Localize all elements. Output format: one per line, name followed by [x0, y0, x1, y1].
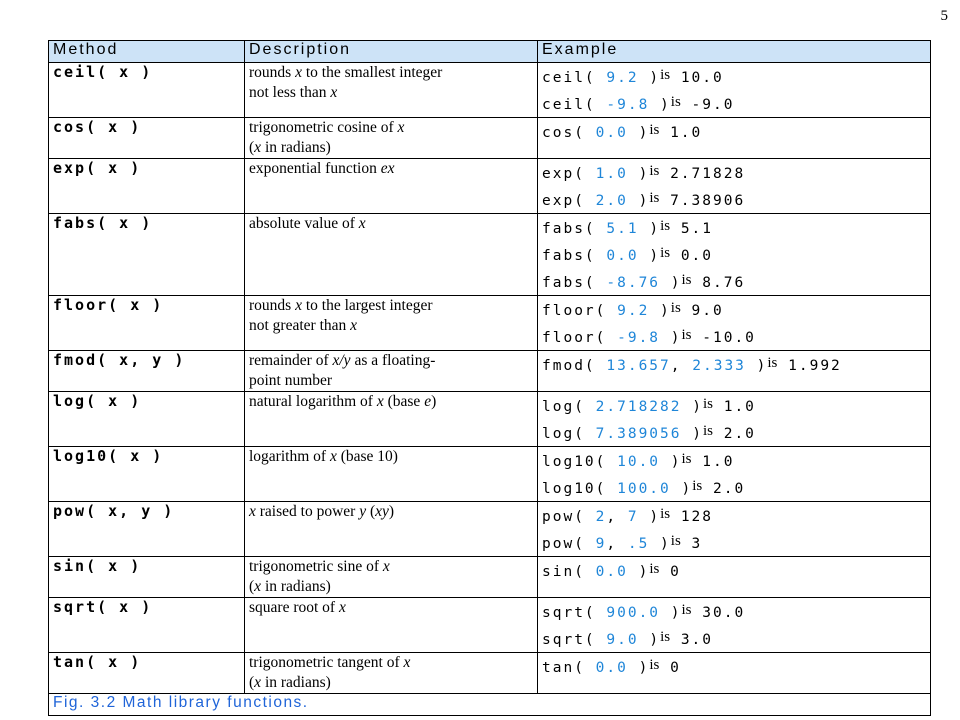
- example-result: 1.0: [670, 125, 703, 141]
- example-call: fabs(: [542, 275, 607, 291]
- description-line: [249, 118, 533, 138]
- example-cell: [538, 214, 931, 296]
- table-row: [49, 653, 931, 694]
- description-variable: x: [382, 558, 390, 575]
- example-result: 1.992: [788, 358, 842, 374]
- example-cell: [538, 557, 931, 598]
- description-cell: [245, 502, 538, 557]
- description-variable: x: [249, 503, 256, 520]
- example-line: [542, 186, 926, 213]
- example-call: sqrt(: [542, 605, 607, 621]
- description-cell: [245, 351, 538, 392]
- description-text: trigonometric cosine of: [249, 119, 398, 136]
- example-line: [542, 502, 926, 529]
- description-text: to the smallest integer: [301, 64, 443, 81]
- method-cell: tan( x ): [49, 653, 245, 694]
- table-row: [49, 598, 931, 653]
- example-cell: [538, 296, 931, 351]
- example-argument: 9.0: [606, 632, 639, 648]
- example-call: log10(: [542, 454, 618, 470]
- description-line: [249, 673, 533, 693]
- example-line: [542, 474, 926, 501]
- example-call: sin(: [542, 564, 596, 580]
- table-row: [49, 557, 931, 598]
- example-is: is: [649, 122, 660, 138]
- example-result: 0.0: [680, 248, 714, 264]
- example-is: is: [649, 657, 660, 673]
- example-result: 0: [670, 660, 681, 676]
- description-text: in radians): [261, 674, 331, 691]
- example-call: log(: [542, 399, 596, 415]
- example-call: pow(: [542, 536, 596, 552]
- description-cell: [245, 392, 538, 447]
- description-text: exponential function: [249, 160, 381, 177]
- example-line: [542, 529, 926, 556]
- example-separator: ,: [606, 509, 628, 525]
- description-line: [249, 214, 533, 234]
- table-row: [49, 63, 931, 118]
- description-line: [249, 351, 533, 371]
- example-is: is: [670, 533, 681, 549]
- description-cell: [245, 296, 538, 351]
- example-call-close: ): [627, 125, 650, 141]
- description-line: [249, 447, 533, 467]
- example-line: [542, 598, 926, 625]
- math-functions-table: [48, 40, 931, 716]
- example-result: 2.0: [723, 426, 756, 442]
- header-method: Method: [49, 41, 245, 63]
- example-result: 5.1: [680, 221, 714, 237]
- example-result: 7.38906: [670, 193, 746, 209]
- example-result: 10.0: [680, 70, 724, 86]
- table-row: [49, 159, 931, 214]
- example-call: sqrt(: [542, 632, 607, 648]
- example-argument: 0.0: [595, 125, 628, 141]
- example-call: log(: [542, 426, 596, 442]
- example-cell: [538, 351, 931, 392]
- description-text: absolute value of: [249, 215, 359, 232]
- description-text: (base: [383, 393, 425, 410]
- example-call-close: ): [681, 426, 703, 442]
- description-cell: [245, 653, 538, 694]
- example-is: is: [660, 218, 671, 234]
- example-result: 1.0: [723, 399, 756, 415]
- table-row: [49, 502, 931, 557]
- example-call: cos(: [542, 125, 596, 141]
- example-call-close: ): [649, 97, 671, 113]
- example-call-close: ): [660, 605, 682, 621]
- example-argument: 2.0: [595, 193, 628, 209]
- description-line: [249, 577, 533, 597]
- method-cell: pow( x, y ): [49, 502, 245, 557]
- method-cell: exp( x ): [49, 159, 245, 214]
- method-cell: floor( x ): [49, 296, 245, 351]
- description-text: (: [249, 578, 255, 595]
- example-line: [542, 268, 926, 295]
- description-cell: [245, 63, 538, 118]
- description-variable: x: [295, 297, 302, 314]
- description-variable: x: [254, 674, 262, 691]
- table-body: [49, 63, 931, 694]
- example-call-close: ): [660, 275, 682, 291]
- example-argument: 7.389056: [595, 426, 682, 442]
- example-call-close: ): [745, 358, 768, 374]
- description-text: rounds: [249, 297, 296, 314]
- example-is: is: [681, 451, 692, 467]
- example-is: is: [660, 629, 671, 645]
- example-argument: 900.0: [606, 605, 661, 621]
- example-is: is: [649, 561, 660, 577]
- example-result: 8.76: [702, 275, 746, 291]
- example-cell: [538, 447, 931, 502]
- example-is: is: [702, 423, 713, 439]
- description-variable: x/y: [332, 352, 351, 369]
- example-call-close: ): [638, 632, 661, 648]
- example-call-close: ): [627, 166, 650, 182]
- header-row: [49, 41, 931, 63]
- description-text: (: [249, 674, 255, 691]
- example-is: is: [670, 300, 681, 316]
- example-call-close: ): [627, 660, 650, 676]
- example-line: [542, 653, 926, 680]
- example-call-close: ): [638, 509, 661, 525]
- description-variable: x: [376, 393, 384, 410]
- method-cell: fabs( x ): [49, 214, 245, 296]
- example-call-close: ): [660, 330, 682, 346]
- example-result: -10.0: [702, 330, 756, 346]
- description-text: not less than: [249, 84, 331, 101]
- example-line: [542, 625, 926, 652]
- description-text: ): [388, 503, 395, 520]
- example-result: 2.71828: [670, 166, 746, 182]
- example-result: 30.0: [702, 605, 746, 621]
- example-call: exp(: [542, 193, 596, 209]
- example-argument: 2.718282: [595, 399, 682, 415]
- example-argument: -9.8: [617, 330, 661, 346]
- table-row: [49, 351, 931, 392]
- example-call: floor(: [542, 303, 618, 319]
- example-result: 3: [691, 536, 703, 552]
- method-cell: sqrt( x ): [49, 598, 245, 653]
- table-row: [49, 118, 931, 159]
- example-is: is: [681, 327, 692, 343]
- example-cell: [538, 63, 931, 118]
- example-line: [542, 90, 926, 117]
- method-cell: ceil( x ): [49, 63, 245, 118]
- example-call: fabs(: [542, 221, 607, 237]
- description-text: in radians): [261, 139, 331, 156]
- description-text: rounds: [249, 64, 296, 81]
- example-cell: [538, 598, 931, 653]
- description-text: natural logarithm of: [249, 393, 377, 410]
- example-line: [542, 419, 926, 446]
- description-text: trigonometric sine of: [249, 558, 383, 575]
- figure-caption: Fig. 3.2 Math library functions.: [49, 694, 931, 716]
- example-line: [542, 241, 926, 268]
- example-call: fabs(: [542, 248, 607, 264]
- description-line: [249, 316, 533, 336]
- description-cell: [245, 557, 538, 598]
- description-variable: xy: [375, 503, 389, 520]
- description-line: [249, 296, 533, 316]
- example-line: [542, 159, 926, 186]
- description-variable: ex: [380, 160, 395, 177]
- example-argument: 7: [627, 509, 639, 525]
- description-text: not greater than: [249, 317, 351, 334]
- description-text: (base 10): [336, 448, 398, 465]
- description-text: square root of: [249, 599, 339, 616]
- example-call-close: ): [638, 70, 661, 86]
- example-argument: 0.0: [595, 660, 628, 676]
- description-cell: [245, 598, 538, 653]
- example-argument: 9.2: [606, 70, 639, 86]
- example-argument: 13.657: [606, 358, 671, 374]
- header-example: Example: [538, 41, 931, 63]
- example-separator: ,: [670, 358, 693, 374]
- example-result: 0: [670, 564, 681, 580]
- header-description: Description: [245, 41, 538, 63]
- description-line: [249, 371, 533, 391]
- page-number: 5: [940, 8, 948, 24]
- example-line: [542, 557, 926, 584]
- example-call-close: ): [649, 536, 671, 552]
- description-variable: x: [254, 578, 262, 595]
- description-line: [249, 557, 533, 577]
- example-line: [542, 351, 926, 378]
- description-text: ): [431, 393, 437, 410]
- example-argument: 2.333: [692, 358, 746, 374]
- description-variable: x: [338, 599, 346, 616]
- example-is: is: [702, 396, 713, 412]
- example-argument: -9.8: [606, 97, 650, 113]
- example-call: ceil(: [542, 97, 607, 113]
- example-call-close: ): [670, 481, 693, 497]
- description-line: [249, 653, 533, 673]
- table-row: [49, 296, 931, 351]
- example-call: pow(: [542, 509, 596, 525]
- description-text: raised to power: [255, 503, 360, 520]
- example-argument: 5.1: [606, 221, 639, 237]
- description-cell: [245, 447, 538, 502]
- description-variable: x: [329, 448, 337, 465]
- example-call-close: ): [649, 303, 671, 319]
- example-argument: 0.0: [606, 248, 639, 264]
- example-argument: 10.0: [617, 454, 661, 470]
- example-line: [542, 323, 926, 350]
- method-cell: fmod( x, y ): [49, 351, 245, 392]
- example-argument: 100.0: [617, 481, 671, 497]
- description-line: [249, 392, 533, 412]
- example-line: [542, 118, 926, 145]
- example-separator: ,: [606, 536, 628, 552]
- description-variable: x: [397, 119, 405, 136]
- example-call-close: ): [681, 399, 703, 415]
- description-text: in radians): [261, 578, 331, 595]
- table-row: [49, 447, 931, 502]
- example-argument: 2: [595, 509, 607, 525]
- example-is: is: [660, 245, 671, 261]
- description-cell: [245, 118, 538, 159]
- description-text: remainder of: [249, 352, 333, 369]
- example-argument: 9.2: [617, 303, 650, 319]
- description-variable: e: [424, 393, 432, 410]
- example-argument: 0.0: [595, 564, 628, 580]
- description-text: point number: [249, 372, 333, 389]
- example-cell: [538, 653, 931, 694]
- example-is: is: [649, 163, 660, 179]
- example-line: [542, 447, 926, 474]
- method-cell: cos( x ): [49, 118, 245, 159]
- method-cell: log( x ): [49, 392, 245, 447]
- description-cell: [245, 214, 538, 296]
- example-call: ceil(: [542, 70, 607, 86]
- example-call-close: ): [638, 248, 661, 264]
- description-text: (: [249, 139, 255, 156]
- description-text: logarithm of: [249, 448, 330, 465]
- example-is: is: [767, 355, 778, 371]
- example-result: 128: [680, 509, 714, 525]
- example-call: fmod(: [542, 358, 607, 374]
- example-line: [542, 296, 926, 323]
- description-variable: x: [295, 64, 302, 81]
- example-is: is: [660, 67, 671, 83]
- example-line: [542, 214, 926, 241]
- description-line: [249, 159, 533, 179]
- description-line: [249, 502, 533, 522]
- example-is: is: [649, 190, 660, 206]
- example-cell: [538, 118, 931, 159]
- description-variable: x: [330, 84, 338, 101]
- description-variable: x: [403, 654, 411, 671]
- example-call-close: ): [627, 564, 650, 580]
- example-is: is: [681, 602, 692, 618]
- example-argument: -8.76: [606, 275, 661, 291]
- table-row: [49, 392, 931, 447]
- example-result: 3.0: [680, 632, 714, 648]
- example-line: [542, 392, 926, 419]
- example-call-close: ): [638, 221, 661, 237]
- example-call: tan(: [542, 660, 596, 676]
- example-result: 1.0: [702, 454, 735, 470]
- description-line: [249, 138, 533, 158]
- example-call-close: ): [627, 193, 650, 209]
- description-text: (: [366, 503, 376, 520]
- example-cell: [538, 392, 931, 447]
- example-is: is: [660, 506, 671, 522]
- example-result: -9.0: [691, 97, 735, 113]
- example-call: exp(: [542, 166, 596, 182]
- table-row: [49, 214, 931, 296]
- example-result: 9.0: [691, 303, 724, 319]
- method-cell: log10( x ): [49, 447, 245, 502]
- description-line: [249, 63, 533, 83]
- example-argument: 9: [595, 536, 607, 552]
- description-cell: [245, 159, 538, 214]
- description-line: [249, 83, 533, 103]
- description-variable: x: [254, 139, 262, 156]
- description-variable: y: [359, 503, 367, 520]
- example-is: is: [670, 94, 681, 110]
- description-variable: x: [358, 215, 366, 232]
- example-is: is: [681, 272, 692, 288]
- description-line: [249, 598, 533, 618]
- example-line: [542, 63, 926, 90]
- example-call-close: ): [660, 454, 682, 470]
- method-cell: sin( x ): [49, 557, 245, 598]
- description-text: to the largest integer: [301, 297, 433, 314]
- description-text: trigonometric tangent of: [249, 654, 404, 671]
- example-is: is: [692, 478, 703, 494]
- description-text: as a floating-: [350, 352, 436, 369]
- description-variable: x: [350, 317, 358, 334]
- example-result: 2.0: [712, 481, 746, 497]
- example-call: log10(: [542, 481, 618, 497]
- example-call: floor(: [542, 330, 618, 346]
- caption-row: [49, 694, 931, 716]
- example-argument: .5: [627, 536, 650, 552]
- example-argument: 1.0: [595, 166, 628, 182]
- example-cell: [538, 159, 931, 214]
- example-cell: [538, 502, 931, 557]
